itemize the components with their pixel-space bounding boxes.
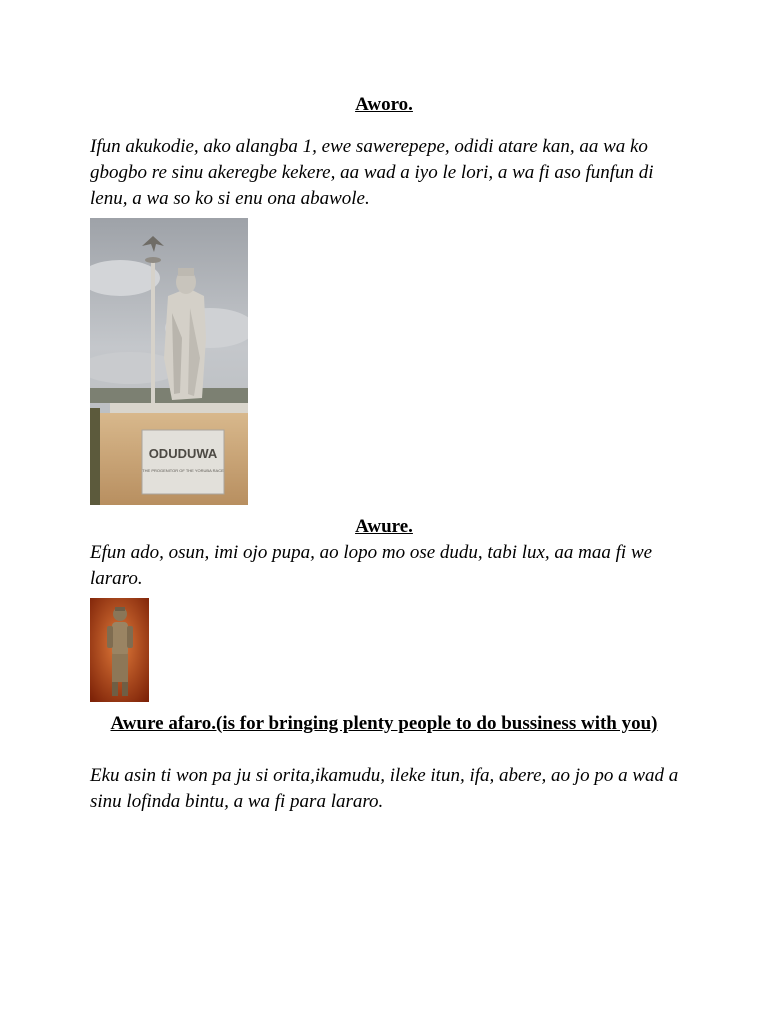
oduduwa-statue-image <box>90 218 248 505</box>
section-title-aworo: Aworo. <box>355 94 413 115</box>
plaque-title: ODUDUWA <box>148 446 218 461</box>
section-body-awure: Efun ado, osun, imi ojo pupa, ao lopo mo ose dudu, tabi lux, aa maa fi we lararo. <box>90 542 653 589</box>
section-title-awure-afaro: Awure afaro.(is for bringing plenty people to do bussiness with you) <box>110 713 658 734</box>
bronze-figure-image <box>90 598 149 702</box>
section-title-awure: Awure. <box>355 516 413 537</box>
plaque-subtitle: THE PROGENITOR OF THE YORUBA RACE <box>142 468 224 473</box>
section-body-aworo: Ifun akukodie, ako alangba 1, ewe sawerepepe, odidi atare kan, aa wa ko gbogbo re sinu akeregbe kekere, aa wad a iyo le lori, a wa fi aso funfun di lenu, a wa so ko si enu ona abawole. <box>90 136 654 209</box>
section-body-awure-afaro: Eku asin ti won pa ju si orita,ikamudu, ileke itun, ifa, abere, ao jo po a wad a sinu lofinda bintu, a wa fi para lararo. <box>90 765 679 812</box>
